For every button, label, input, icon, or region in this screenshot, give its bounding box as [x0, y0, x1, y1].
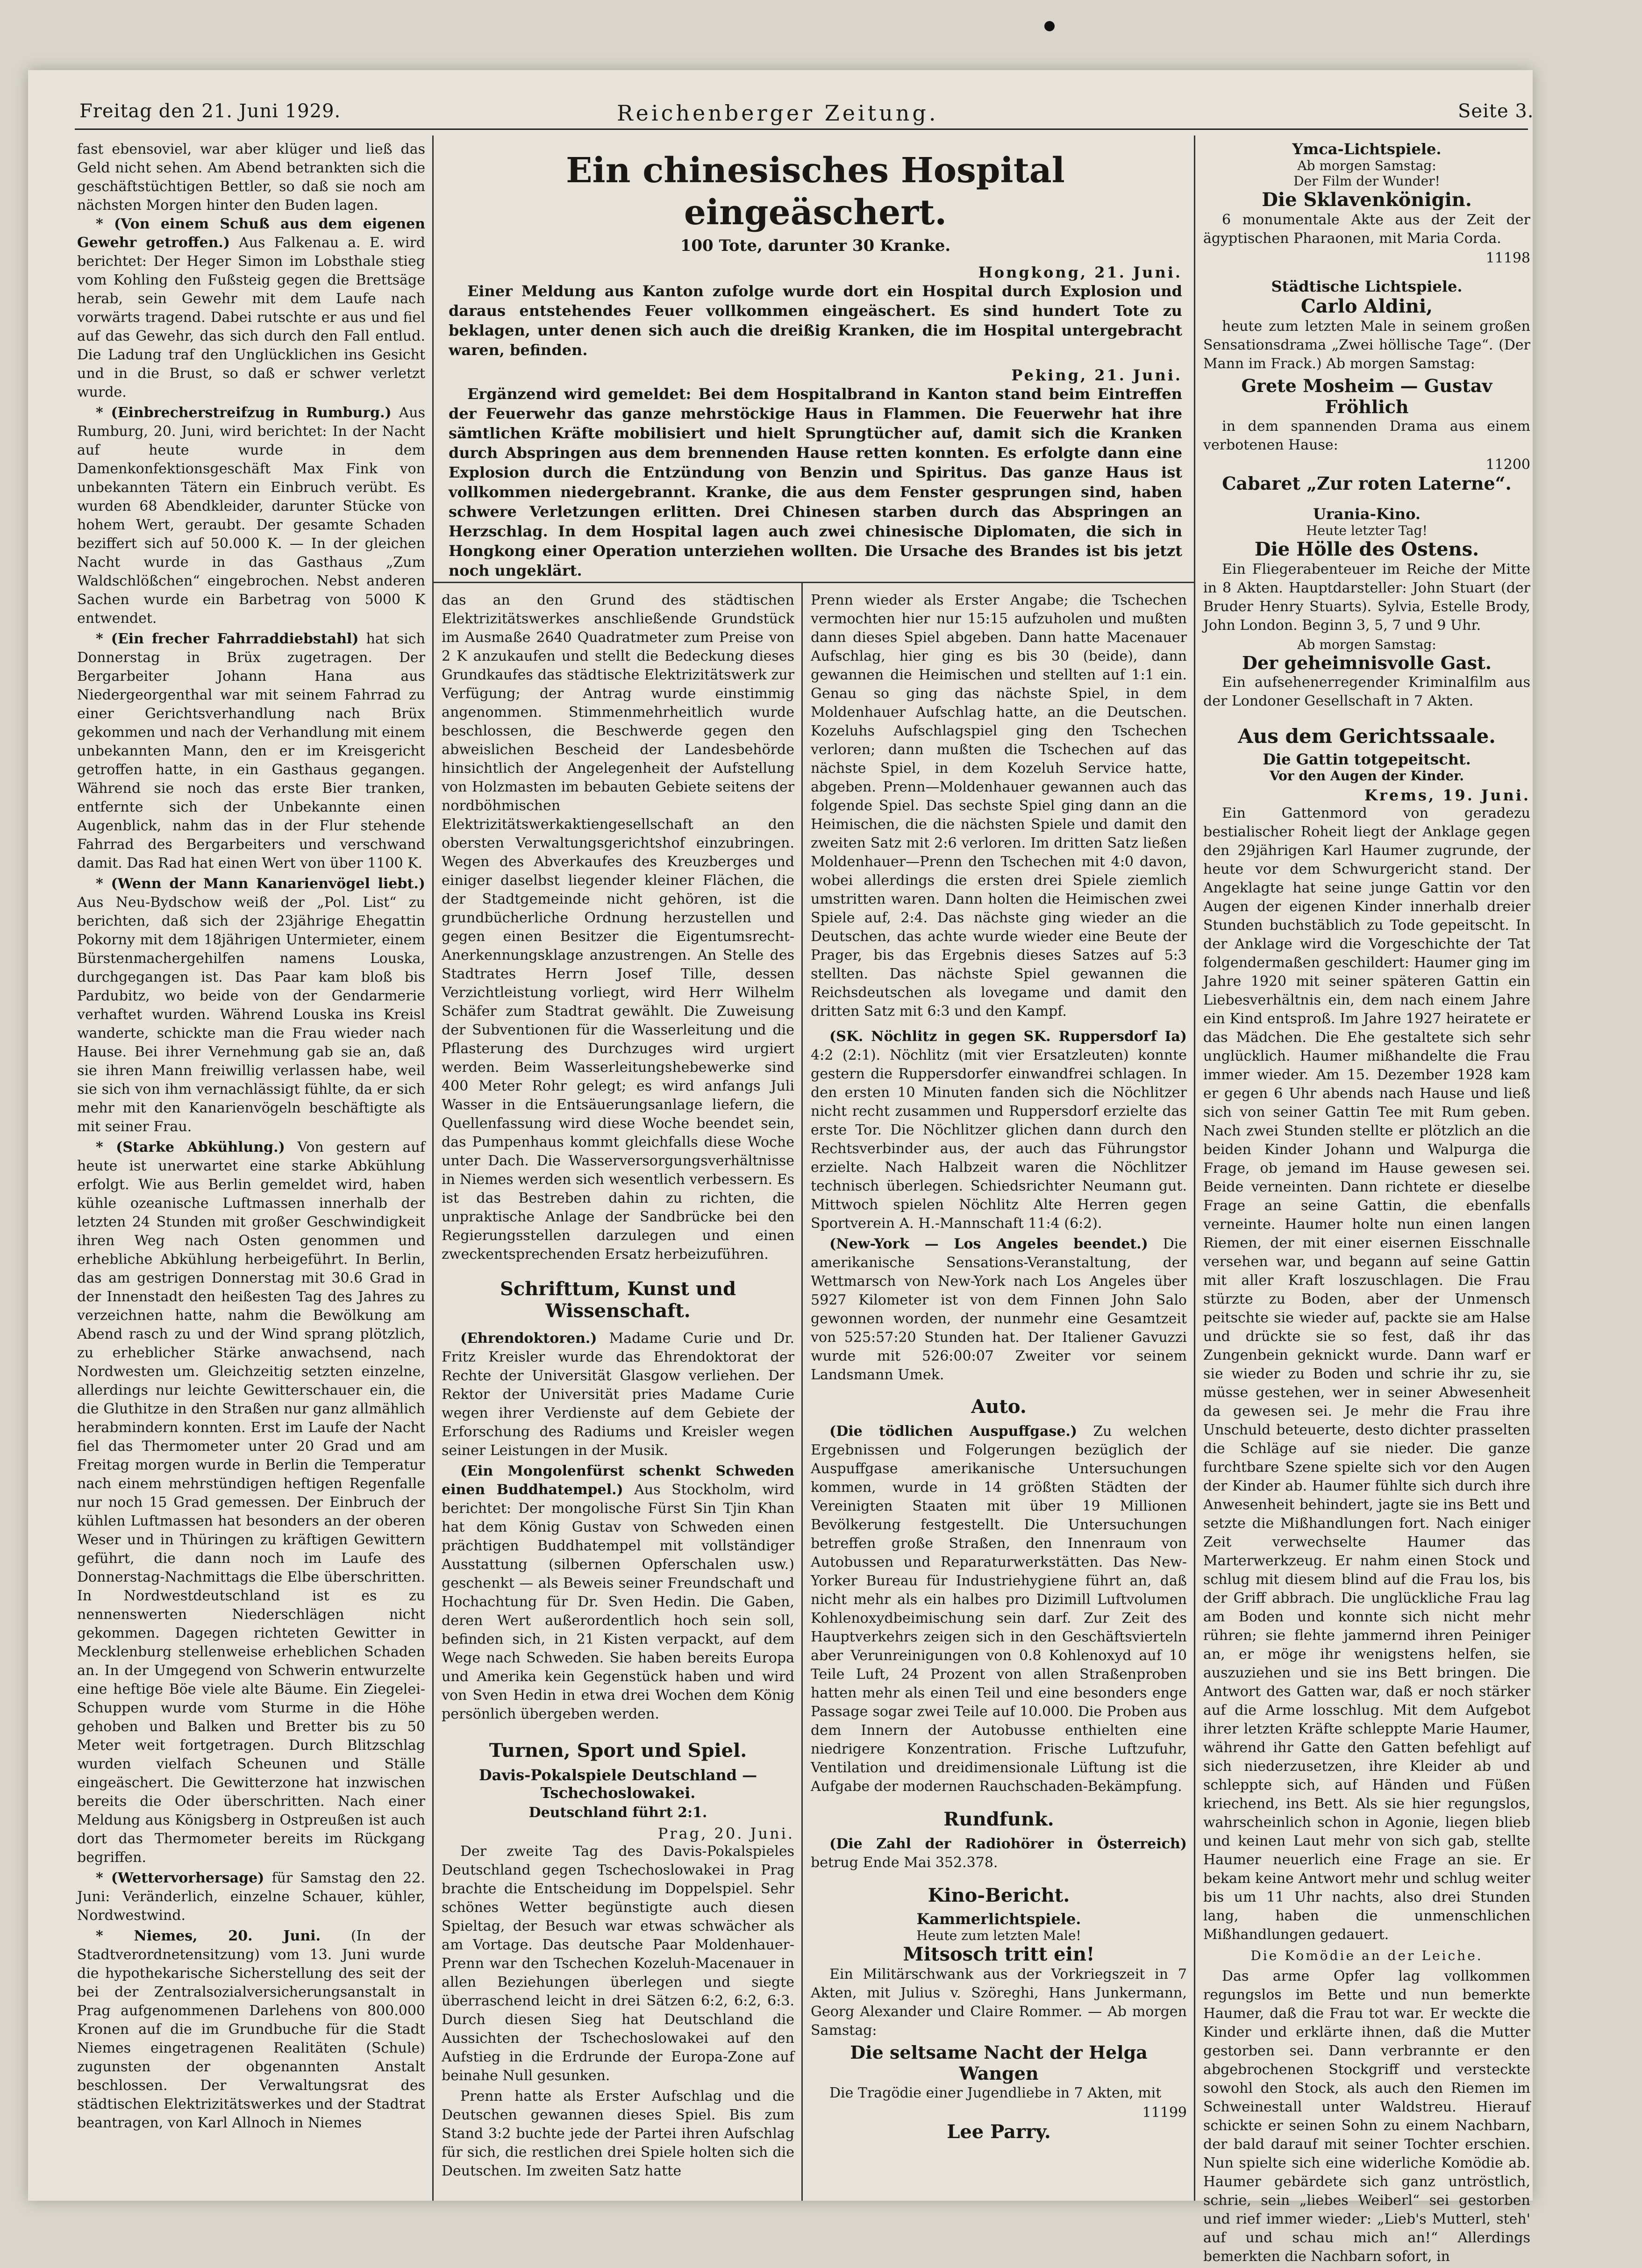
col1-p5: Aus Neu-Bydschow weiß der „Pol. List“ zu berichten, daß sich der 23jährige Ehegattin Pokorny mit dem 18jährigen Untermieter, einem Bürstenmachergehilfen namens Louska, durchgegangen ist. Das Paar kam bloß bis Pardubitz, wo beide von der Gendarmerie verhaftet wurden. Während Louska ins Kreisl wanderte, schickte man die Frau wieder nach Hause. Bei ihrer Vernehmung gab sie an, daß sie ihren Mann freiwillig verlassen habe, weil sie sich von ihm vernachlässigt fühlte, da er sich mehr mit den Kanarienvögeln beschäftigte als mit seiner Frau. [77, 894, 425, 1135]
col2-p3: Aus Stockholm, wird berichtet: Der mongolische Fürst Sin Tjin Khan hat dem König Gustav von Schweden einen prächtigen Buddhatempel mit vollständiger Ausstattung (silbernen Opferschalen usw.) geschenkt — als Beweis seiner Freundschaft und Hochachtung für Dr. Sven Hedin. Die Gaben, deren Wert außerordentlich hoch sein soll, befinden sich, in 21 Kisten verpackt, auf dem Wege nach Schweden. Sie haben bereits Europa und Amerika kein Gegenstück haben und wird von Sven Hedin in etwa drei Wochen dem König persönlich übergeben werden. [442, 1482, 794, 1722]
sport-title: Turnen, Sport und Spiel. [489, 1740, 747, 1762]
header-masthead: Reichenberger Zeitung. [617, 100, 939, 126]
column-4 [1203, 140, 1530, 2268]
urania-film: Die Hölle des Ostens. [1254, 538, 1479, 560]
auto-title: Auto. [971, 1396, 1027, 1418]
stadt-text-2: in dem spannenden Drama aus einem verbotenen Hause: [1203, 418, 1530, 453]
col3-p2: 4:2 (2:1). Nöchlitz (mit vier Ersatzleuten) konnte gestern die Ruppersdorfer einwandfrei schlagen. In den ersten 10 Minuten fanden sich die Nöchlitzer nicht recht zusammen und Ruppersdorf erzielte das erste Tor. Die Nöchlitzer glichen dann durch den Rechtsverbinder aus, der auch das Führungstor erzielte. Nach Halbzeit waren die Nöchlitzer technisch überlegen. Schiedsrichter Neumann gut. Mittwoch spielen Nöchlitz Alte Herren gegen Sportverein A. H.-Mannschaft 11:4 (6:2). [811, 1047, 1187, 1232]
stadt-stars-2: Grete Mosheim — Gustav Fröhlich [1241, 375, 1492, 417]
ymca-title: Ymca-Lichtspiele. [1292, 140, 1442, 158]
col3-p5: betrug Ende Mai 352.378. [811, 1854, 998, 1871]
col1-p3: Aus Rumburg, 20. Juni, wird berichtet: In der Nacht auf heute wurde in dem Damenkonfektionsgeschäft Max Fink von unbekannten Tätern ein Einbruch verübt. Es wurden 68 Abendkleider, darunter Stücke von hohem Wert, geraubt. Der gesamte Schaden beziffert sich auf 50.000 K. — In der gleichen Nacht wurde in das Gasthaus „Zum Waldschlößchen“ eingebrochen. Nebst anderen Sachen wurde ein Barbetrag von 5000 K entwendet. [77, 405, 425, 627]
urania-text-2: Ein aufsehenerregender Kriminalfilm aus der Londoner Gesellschaft in 7 Akten. [1203, 674, 1530, 709]
header-rule [75, 128, 1528, 130]
col2-p3-head: (Ein Mongolenfürst schenkt Schweden einen Buddhatempel.) [442, 1463, 794, 1498]
col1-p6-head: * (Starke Abkühlung.) [96, 1139, 285, 1155]
stadt-film: Cabaret „Zur roten Laterne“. [1222, 473, 1512, 494]
hospital-p2: Ergänzend wird gemeldet: Bei dem Hospitalbrand in Kanton stand beim Eintreffen der Feuerwehr das ganze mehrstöckige Haus in Flammen. Die Feuerwehr hat ihre sämtlichen Kräfte mobilisiert und hielt Sprungtücher auf, damit sich die Kranken durch Abspringen aus dem brennenden Hause retten konnten. Es erfolgte dann eine Explosion durch die Entzündung von Benzin und Spiritus. Das ganze Haus ist vollkommen niedergebrannt. Kranke, die aus dem Fenster gesprungen sind, haben schwere Verletzungen erlitten. Drei Chinesen starben durch das Abspringen an Herzschlag. In dem Hospital lagen auch zwei chinesische Diplomaten, die sich in Hongkong einer Operation unterziehen wollten. Die Ursache des Brandes ist bis jetzt noch ungeklärt. [449, 385, 1182, 579]
col3-p3: Die amerikanische Sensations-Veranstaltung, der Wettmarsch von New-York nach Los Angeles über 5927 Kilometer ist von dem Finnen John Salo gewonnen worden, der nunmehr eine Gesamtzeit von 525:57:20 Stunden hat. Der Italiener Gavuzzi wurde mit 526:00:07 Zweiter vor seinem Landsmann Umek. [811, 1236, 1187, 1383]
col3-p6: Ein Militärschwank aus der Vorkriegszeit in 7 Akten, mit Julius v. Szöreghi, Hans Junkermann, Georg Alexander und Claire Rommer. — Ab morgen Samstag: [811, 1966, 1187, 2039]
col1-p7-head: * (Wettervorhersage) [96, 1870, 264, 1886]
kammer-number: 11199 [1142, 2104, 1187, 2121]
col2-p5: Prenn hatte als Erster Aufschlag und die Deutschen gewannen dieses Spiel. Bis zum Stand 3:2 buchte jede der Partei ihren Aufschlag für sich, die restlichen drei Spiele holten sich die Deutschen. Im zweiten Satz hatte [442, 2088, 794, 2179]
sport-dateline: Prag, 20. Juni. [657, 1825, 794, 1842]
kammer-film-2: Die seltsame Nacht der Helga Wangen [850, 2042, 1148, 2084]
ymca-ab: Ab morgen Samstag: [1297, 158, 1436, 173]
urania-ab: Ab morgen Samstag: [1297, 637, 1436, 652]
header-date: Freitag den 21. Juni 1929. [79, 100, 341, 122]
stadt-number: 11200 [1485, 456, 1530, 473]
court-subtitle-3: Die Komödie an der Leiche. [1250, 1948, 1483, 1963]
stadt-title: Städtische Lichtspiele. [1271, 278, 1463, 295]
ymca-sub: Der Film der Wunder! [1293, 173, 1440, 189]
court-p1: Ein Gattenmord von geradezu bestialischer Roheit liegt der Anklage gegen den 29jährigen Karl Haumer zugrunde, der heute vor dem Schwurgericht stand. Der Angeklagte hat seine junge Gattin vor den Augen der eigenen Kinder innerhalb dreier Stunden buchstäblich zu Tode gepeitscht. In der Anklage wird die Vorgeschichte der Tat folgendermaßen geschildert: Haumer ging im Jahre 1920 mit seiner späteren Gattin ein Liebesverhältnis ein, dem nach einem Jahre ein Kind entsproß. Im Jahre 1927 heiratete er das Mädchen. Die Ehe gestaltete sich sehr unglücklich. Haumer mißhandelte die Frau immer wieder. Am 15. Dezember 1928 kam er gegen 6 Uhr abends nach Hause und ließ sich von seiner Gattin Tee mit Rum geben. Nach zwei Stunden stellte er plötzlich an die beiden Kinder Johann und Walpurga die Frage, ob jemand im Hause gewesen sei. Beide verneinten. Dann richtete er dieselbe Frage an seine Gattin, die ebenfalls verneinte. Haumer holte nun einen langen Riemen, der mit einer eisernen Eisschnalle versehen war, und begann auf seine Gattin mit aller Kraft loszuschlagen. Die Frau stürzte zu Boden, aber der Unmensch peitschte sie wieder auf, packte sie am Halse und drückte sie so fest, daß ihr das Zungenbein geknickt wurde. Dann warf er sie wieder zu Boden und schrie ihr zu, sie müsse gestehen, wer in seiner Abwesenheit da gewesen sei. Je mehr die Frau ihre Unschuld beteuerte, desto dichter prasselten die Schläge auf sie nieder. Die ganze furchtbare Szene spielte sich vor den Augen der Kinder ab. Haumer fühlte sich durch ihre Anwesenheit behindert, jagte sie ins Bett und setzte die Mißhandlungen fort. Nach einiger Zeit verwechselte Haumer das Marterwerkzeug. Er nahm einen Stock und schlug mit diesem blind auf die Frau los, bis der Griff abbrach. Die unglückliche Frau lag am Boden und konnte sich nicht mehr rühren; sie flehte jammernd ihren Peiniger an, er möge ihr wenigstens helfen, sie auszuziehen und sie ins Bett bringen. Die Antwort des Gatten war, daß er noch stärker auf die Arme losschlug. Mit dem Aufgebot ihrer letzten Kräfte schleppte Marie Haumer, während ihr Gatte den Gatten befehligt auf sich niederzusetzen, ihre Kleider ab und schleppte sich, auf Händen und Füßen kriechend, ins Bett. Als sie hier regungslos, wahrscheinlich schon in Agonie, liegen blieb und keinen Laut mehr von sich gab, stellte Haumer neuerlich eine Frage an sie. Er bekam keine Antwort mehr und schlug weiter bis um 11 Uhr nachts, also drei Stunden lang, haben die unmenschlichen Mißhandlungen gedauert. [1203, 805, 1530, 1943]
column-3 [811, 591, 1187, 2143]
col3-p2-head: (SK. Nöchlitz in gegen SK. Ruppersdorf Ia) [829, 1028, 1187, 1045]
ymca-number: 11198 [1485, 250, 1530, 266]
court-subtitle: Die Gattin totgepeitscht. [1263, 750, 1471, 768]
col1-p1: fast ebensoviel, war aber klüger und ließ das Geld nicht sehen. Am Abend betrankten sich die geschäftstüchtigen Bettler, so daß sie noch am nächsten Morgen hinter den Buden lagen. [77, 141, 425, 214]
court-title: Aus dem Gerichtssaale. [1238, 725, 1496, 748]
col1-p3-head: * (Einbrecherstreifzug in Rumburg.) [96, 405, 392, 421]
col2-p2-head: (Ehrendoktoren.) [460, 1330, 597, 1347]
col1-p6: Von gestern auf heute ist unerwartet eine starke Abkühlung erfolgt. Wie aus Berlin gemeldet wird, haben kühle ozeanische Luftmassen innerhalb der letzten 24 Stunden mit großer Geschwindigkeit ihren Weg nach Osten genommen und erhebliche Abkühlung herbeigeführt. In Berlin, das am gestrigen Donnerstag mit 30.6 Grad in der Innenstadt den heißesten Tag des Jahres zu verzeichnen hatte, nahm die Bewölkung am Abend rasch zu und der Wind sprang plötzlich, zu erheblicher Stärke anwachsend, nach Nordwesten um. Gleichzeitig setzten einzelne, allerdings nur leichte Gewitterschauer ein, die die Gluthitze in den Straßen nur ganz allmählich herabmindern konnten. Erst im Laufe der Nacht fiel das Thermometer unter 20 Grad und am Freitag morgen wurde in Berlin die Temperatur nach einem mehrstündigen heftigen Regenfalle nur noch 15 Grad gemessen. Der Einbruch der kühlen Luftmassen hat besonders an der oberen Weser und in Thüringen zu kräftigen Gewittern geführt, die dann noch im Laufe des Donnerstag-Nachmittags die Elbe überschritten. In Nordwestdeutschland ist es zu nennenswerten Niederschlägen nicht gekommen. Dagegen richteten Gewitter in Mecklenburg stellenweise erheblichen Schaden an. In der Umgegend von Schwerin entwurzelte eine heftige Böe viele alte Bäume. Ein Ziegelei-Schuppen wurde vom Sturme in die Höhe gehoben und Balken und Bretter bis zu 50 Meter weit fortgetragen. Durch Blitzschlag wurden vielfach Scheunen und Ställe eingeäschert. Die Gewitterzone hat inzwischen bereits die Oder überschritten. Nach einer Meldung aus Königsberg in Ostpreußen ist auch dort das Thermometer bereits im Rückgang begriffen. [77, 1139, 425, 1866]
col1-p4: hat sich Donnerstag in Brüx zugetragen. Der Bergarbeiter Johann Hana aus Niedergeorgenthal war mit seinem Fahrrad zu einer Gerichtsverhandlung nach Brüx gekommen und nach der Verhandlung mit einem unbekannten Mann, den er im Kreisgericht getroffen hatte, in ein Gasthaus gegangen. Während sie noch das erste Bier tranken, entfernte sich der Unbekannte einen Augenblick, nahm das in der Flur stehende Fahrrad des Bergarbeiters und verschwand damit. Das Rad hat einen Wert von über 1100 K. [77, 631, 425, 871]
kino-title: Kino-Bericht. [928, 1884, 1070, 1906]
stadt-star: Carlo Aldini, [1300, 295, 1433, 317]
sport-subtitle-1: Davis-Pokalspiele Deutschland — Tschechoslowakei. [478, 1766, 757, 1802]
header-page-number: Seite 3. [1458, 100, 1534, 122]
sport-subtitle-2: Deutschland führt 2:1. [528, 1804, 707, 1821]
ymca-text: 6 monumentale Akte aus der Zeit der ägyptischen Pharaonen, mit Maria Corda. [1203, 212, 1530, 247]
kammer-film: Mitsosch tritt ein! [903, 1943, 1095, 1965]
col1-p4-head: * (Ein frecher Fahrraddiebstahl) [96, 631, 359, 647]
radio-title: Rundfunk. [943, 1808, 1054, 1830]
stadt-text: heute zum letzten Male in seinem großen Sensationsdrama „Zwei höllische Tage“. (Der Mann im Frack.) Ab morgen Samstag: [1203, 318, 1530, 372]
court-dateline: Krems, 19. Juni. [1364, 786, 1530, 804]
court-p2: Das arme Opfer lag vollkommen regungslos im Bette und nun bemerkte Haumer, daß die Frau tot war. Er weckte die Kinder und erklärte ihnen, daß die Mutter gestorben sei. Dann verbrannte er den abgebrochenen Stockgriff und versteckte sowohl den Stock, als auch den Riemen im Schweinestall unter Waldstreu. Hierauf schickte er seinen Sohn zu einem Nachbarn, der bald darauf mit seiner Tochter erschien. Nun spielte sich eine widerliche Komödie ab. Haumer gebärdete sich ganz untröstlich, schrie, sein „liebes Weiberl“ sei gestorben und rief immer wieder: „Lieb's Mutterl, steh' auf und schau mich an!“ Allerdings bemerkten die Nachbarn sofort, in [1203, 1968, 1530, 2265]
hospital-title: Ein chinesisches Hospital eingeäschert. [566, 150, 1065, 233]
col2-section-title: Schrifttum, Kunst und Wissenschaft. [500, 1278, 736, 1322]
column-2 [442, 591, 794, 2182]
kammer-heute: Heute zum letzten Male! [916, 1928, 1081, 1943]
col1-p7: für Samstag den 22. Juni: Veränderlich, einzelne Schauer, kühler, Nordwestwind. [77, 1870, 425, 1924]
col3-p7: Die Tragödie einer Jugendliebe in 7 Akten, mit [829, 2085, 1162, 2101]
col2-p1: das an den Grund des städtischen Elektrizitätswerkes anschließende Grundstück im Ausmaße 2640 Quadratmeter zum Preise von 2 K anzukaufen und stellt die Bedeckung dieses Grundkaufes das städtische Elektrizitätswerk zur Verfügung; der Antrag wurde einstimmig angenommen. Stimmenmehrheitlich wurde beschlossen, die Beschwerde gegen den abweislichen Bescheid der Landesbehörde hinsichtlich der Angelegenheit der Aufstellung von Holzmasten im bebauten Gebiete seitens der nordböhmischen Elektrizitätswerkaktiengesellschaft an den obersten Verwaltungsgerichtshof einzubringen. Wegen des Abverkaufes des Kreuzberges und einiger daselbst liegender kleiner Flächen, die der Stadtgemeinde nicht gehören, ist die grundbücherliche Ordnung herzustellen und gegen einen Besitzer die Eigentumsrecht-Anerkennungsklage anzustrengen. An Stelle des Stadtrates Herrn Josef Tille, dessen Verzichtleistung vorliegt, wird Herr Wilhelm Schäfer zum Stadtrat gewählt. Die Zuweisung der Subventionen für die Wasserleitung und die Pflasterung des Durchzuges wird urgiert werden. Beim Wasserleitungshebewerke sind 400 Meter Rohr gelegt; es wird anfangs Juli Wasser in die Entsäuerungsanlage liefern, die Quellenfassung wird diese Woche beendet sein, das Pumpenhaus kommt gleichfalls diese Woche unter Dach. Die Wasserversorgungsverhältnisse in Niemes werden sich wesentlich verbessern. Es ist das Bestreben dahin zu richten, die unpraktische Anlage der Sandbrücke bei den Regierungsstellen darzulegen und einen zweckentsprechenden Ersatz herbeizuführen. [442, 592, 794, 1262]
col3-p1: Prenn wieder als Erster Angabe; die Tschechen vermochten hier nur 15:15 aufzuholen und mußten dann dieses Spiel abgeben. Dann hatte Macenauer Aufschlag, hier ging es bis 30 (beide), dann gewannen die Heimischen und stellten auf 1:1 ein. Genau so ging das nächste Spiel, in dem Moldenhauer Aufschlag hatte, an die Deutschen. Kozeluhs Aufschlagspiel ging den Tschechen verloren; dann mußten die Tschechen auf das nächste Spiel, in dem Kozeluh Service hatte, abgeben. Prenn—Moldenhauer gewannen auch das folgende Spiel. Das sechste Spiel ging dann an die Heimischen, die die nächsten Spiele und damit den zweiten Satz mit 2:6 verloren. Im dritten Satz ließen Moldenhauer—Prenn den Tschechen mit 4:0 davon, wobei allerdings die ersten drei Spiele ziemlich umstritten waren. Dann holten die Heimischen zwei Spiele auf, 2:4. Das nächste ging wieder an die Deutschen, das achte wurde wieder eine Beute der Prager, bis das Ergebnis dieses Satzes auf 5:3 stellten. Das nächste Spiel gewannen die Reichsdeutschen als lovegame und damit den dritten Satz mit 6:3 und den Kampf. [811, 592, 1187, 1020]
col1-p2-head: * (Von einem Schuß aus dem eigenen Gewehr getroffen.) [77, 216, 425, 251]
kammer-title: Kammerlichtspiele. [916, 1910, 1081, 1928]
ymca-film: Die Sklavenkönigin. [1262, 189, 1472, 211]
urania-title: Urania-Kino. [1313, 505, 1421, 523]
kammer-star: Lee Parry. [947, 2121, 1051, 2143]
col2-p4: Der zweite Tag des Davis-Pokalspieles Deutschland gegen Tschechoslowakei in Prag brachte die Entscheidung im Doppelspiel. Sehr schönes Wetter begünstigte auch diesen Spieltag, der Besuch war etwas schwächer als am Vortage. Das deutsche Paar Moldenhauer-Prenn war den Tschechen Kozeluh-Macenauer in allen Beziehungen überlegen und siegte überraschend leicht in drei Sätzen 6:2, 6:2, 6:3. Durch diesen Sieg hat Deutschland die Aussichten der Tschechoslowakei auf den Aufstieg in die Erdrunde der Europa-Zone auf beinahe Null gesunken. [442, 1843, 794, 2084]
col1-p2: Aus Falkenau a. E. wird berichtet: Der Heger Simon im Lobsthale stieg vom Kohling den Fußsteig gegen die Brettsäge herab, sein Gewehr mit dem Laufe nach vorwärts tragend. Dabei rutschte er aus und fiel auf das Gewehr, das sich durch den Fall entlud. Die Ladung traf den Unglücklichen ins Gesicht und in die Brust, so daß er schwer verletzt wurde. [77, 235, 425, 400]
col3-p5-head: (Die Zahl der Radiohörer in Österreich) [829, 1836, 1187, 1852]
urania-text: Ein Fliegerabenteuer im Reiche der Mitte in 8 Akten. Hauptdarsteller: John Stuart (der Bruder Henry Stuarts). Sylvia, Estelle Brody, John London. Beginn 3, 5, 7 und 9 Uhr. [1203, 561, 1530, 634]
column-1 [77, 140, 425, 2134]
hospital-subtitle: 100 Tote, darunter 30 Kranke. [680, 236, 951, 255]
court-subtitle-2: Vor den Augen der Kinder. [1270, 768, 1464, 784]
urania-film-2: Der geheimnisvolle Gast. [1242, 652, 1492, 673]
urania-heute: Heute letzter Tag! [1306, 523, 1428, 538]
col1-p8-head: * Niemes, 20. Juni. [96, 1928, 321, 1944]
hospital-article [449, 150, 1182, 582]
hospital-p1: Einer Meldung aus Kanton zufolge wurde dort ein Hospital durch Explosion und daraus entstehendes Feuer vollkommen eingeäschert. Es sind hundert Tote zu beklagen, unter denen sich auch die dreißig Kranken, die im Hospital untergebracht waren, befinden. [449, 282, 1182, 359]
col1-p5-head: * (Wenn der Mann Kanarienvögel liebt.) [96, 876, 425, 892]
hospital-dateline-2: Peking, 21. Juni. [1011, 366, 1182, 384]
column-rule-1 [432, 136, 434, 2201]
hospital-dateline-1: Hongkong, 21. Juni. [978, 264, 1182, 281]
column-rule-3 [1194, 136, 1195, 2201]
col3-p4-head: (Die tödlichen Auspuffgase.) [829, 1423, 1078, 1440]
col1-p8: (In der Stadtverordnetensitzung) vom 13. Juni wurde die hypothekarische Sicherstellung des seit der bei der Zentralsozialversicherungsanstalt in Prag aufgenommenen Darlehens von 800.000 Kronen auf die im Grundbuche für die Stadt Niemes eingetragenen Realitäten (Schule) zugunsten der obgenannten Anstalt beschlossen. Der Verwaltungsrat des städtischen Elektrizitätswerkes und der Stadtrat beantragen, von Karl Allnoch in Niemes [77, 1928, 425, 2131]
col2-p2: Madame Curie und Dr. Fritz Kreisler wurde das Ehrendoktorat der Rechte der Universität Glasgow verliehen. Der Rektor der Universität pries Madame Curie wegen ihrer Verdienste auf dem Gebiete der Erforschung des Radiums und Kreisler wegen seiner Leistungen in der Musik. [442, 1330, 794, 1459]
col3-p3-head: (New-York — Los Angeles beendet.) [829, 1236, 1148, 1252]
col3-p4: Zu welchen Ergebnissen und Folgerungen bezüglich der Auspuffgase amerikanische Untersuchungen kommen, wurde in 14 größten Städten der Vereinigten Staaten mit über 19 Millionen Bevölkerung festgestellt. Die Untersuchungen betreffen große Straßen, den Innenraum von Autobussen und Reparaturwerkstätten. Das New-Yorker Bureau für Industriehygiene führt an, daß nicht mehr als ein halbes pro Dizimill Luftvolumen Kohlenoxydbeimischung sein darf. Zur Zeit des Hauptverkehrs zeigen sich in den Geschäftsvierteln aber Verunreinigungen von 0.8 Kohlenoxyd auf 10 Teile Luft, 24 Prozent von allen Straßenproben hatten mehr als einen Teil und eine besonders enge Passage sogar zwei Teile auf 10.000. Die Proben aus dem Innern der Autobusse enthielten eine niedrigere Konzentration. Frische Luftzufuhr, Ventilation und dreidimensionale Lüftung ist die Aufgabe der modernen Rauchschaden-Bekämpfung. [811, 1423, 1187, 1795]
registration-mark [1044, 21, 1055, 31]
column-rule-2 [801, 582, 803, 2201]
